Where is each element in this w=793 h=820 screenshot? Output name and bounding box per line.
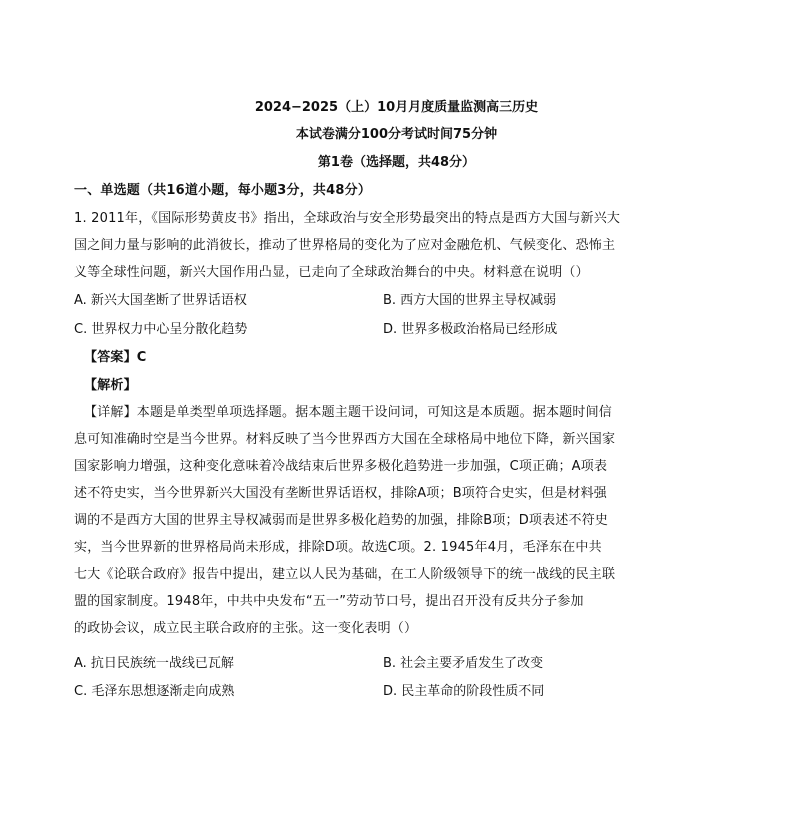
- q1-detail-line-4: 述不符史实，当今世界新兴大国没有垄断世界话语权，排除A项；B项符合史实，但是材料强: [74, 486, 608, 501]
- q1-stem-line-3: 义等全球性问题，新兴大国作用凸显，已走向了全球政治舞台的中央。材料意在说明（）: [74, 265, 589, 280]
- q1-detail-line-8: 盟的国家制度。1948年，中共中央发布“五一”劳动节口号，提出召开没有反共分子参加: [74, 594, 584, 609]
- q1-detail-line-1: 【详解】本题是单类型单项选择题。据本题主题干设问词，可知这是本质题。据本题时间信: [84, 405, 613, 420]
- q1-detail-line-6: 实，当今世界新的世界格局尚未形成，排除D项。故选C项。2. 1945年4月，毛泽东在中共: [74, 540, 602, 555]
- q2-option-b: B. 社会主要矛盾发生了改变: [383, 656, 544, 671]
- q1-detail-line-5: 调的不是西方大国的世界主导权减弱而是世界多极化趋势的加强，排除B项；D项表述不符史: [74, 513, 609, 528]
- q2-option-c: C. 毛泽东思想逐渐走向成熟: [74, 684, 235, 699]
- q1-stem-line-2: 国之间力量与影响的此消彼长，推动了世界格局的变化为了应对金融危机、气候变化、恐怖主: [74, 238, 616, 253]
- section-heading: 一、单选题（共16道小题，每小题3分，共48分）: [74, 183, 372, 198]
- part-heading: 第1卷（选择题，共48分）: [317, 155, 476, 170]
- q1-detail-line-3: 国家影响力增强，这种变化意味着冷战结束后世界多极化趋势进一步加强，C项正确；A项表: [74, 459, 608, 474]
- q1-stem-line-1: 1. 2011年，《国际形势黄皮书》指出，全球政治与安全形势最突出的特点是西方大国与新兴大: [74, 211, 621, 226]
- q1-option-c: C. 世界权力中心呈分散化趋势: [74, 322, 248, 337]
- q1-detail-line-9: 的政协会议，成立民主联合政府的主张。这一变化表明（）: [74, 621, 418, 636]
- q1-option-d: D. 世界多极政治格局已经形成: [383, 322, 558, 337]
- exam-title: 2024−2025（上）10月月度质量监测高三历史: [254, 100, 539, 115]
- q2-option-d: D. 民主革命的阶段性质不同: [383, 684, 545, 699]
- q1-option-b: B. 西方大国的世界主导权减弱: [383, 293, 557, 308]
- q1-detail-line-7: 七大《论联合政府》报告中提出，建立以人民为基础，在工人阶级领导下的统一战线的民主联: [74, 567, 616, 582]
- q1-analysis-label: 【解析】: [84, 378, 137, 393]
- q1-detail-line-2: 息可知准确时空是当今世界。材料反映了当今世界西方大国在全球格局中地位下降，新兴国家: [74, 432, 616, 447]
- q2-option-a: A. 抗日民族统一战线已瓦解: [74, 656, 234, 671]
- exam-subtitle: 本试卷满分100分考试时间75分钟: [295, 127, 498, 142]
- q1-answer: 【答案】C: [84, 350, 147, 365]
- q1-option-a: A. 新兴大国垄断了世界话语权: [74, 293, 247, 308]
